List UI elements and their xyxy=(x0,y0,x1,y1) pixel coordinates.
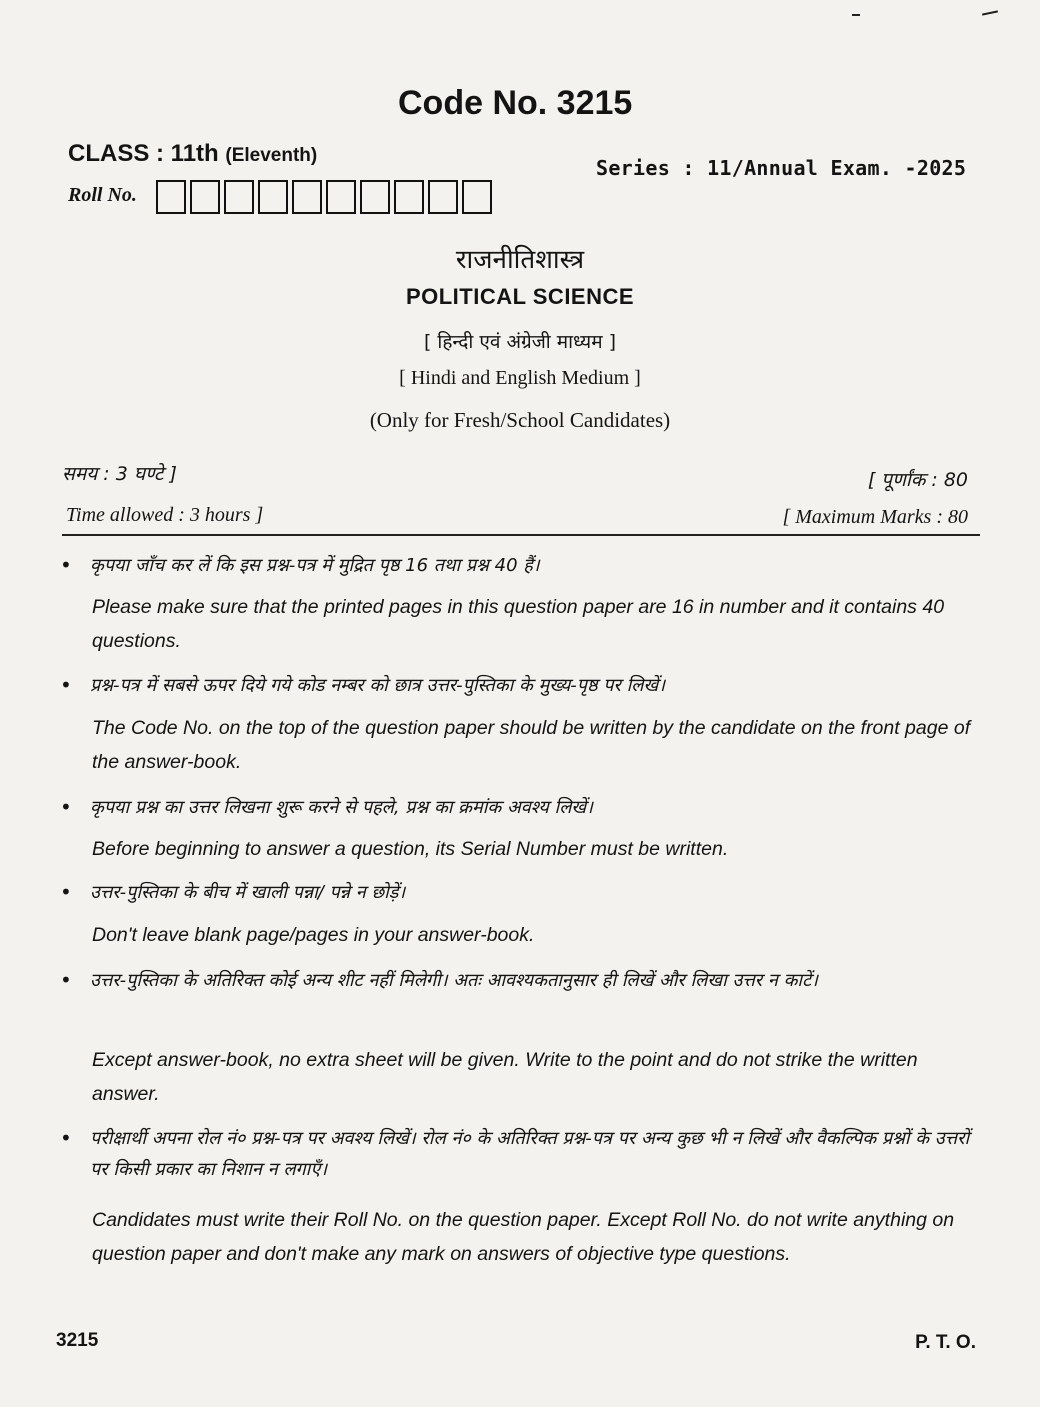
class-sub: (Eleventh) xyxy=(225,145,318,166)
instruction-hindi: कृपया प्रश्न का उत्तर लिखना शुरू करने से पहले, प्रश्न का क्रमांक अवश्य लिखें। xyxy=(90,797,593,818)
bullet: • xyxy=(60,968,72,992)
bullet: • xyxy=(60,880,72,904)
instruction-hindi: उत्तर-पुस्तिका के बीच में खाली पन्ना/ पन्ने न छोड़ें। xyxy=(90,882,406,903)
instruction-english: The Code No. on the top of the question paper should be written by the candidate on the front page of the answer-book. xyxy=(92,717,971,773)
medium-english: [ Hindi and English Medium ] xyxy=(399,367,641,389)
time-hindi: समय : 3 घण्टे ] xyxy=(62,463,177,485)
instruction-hindi: उत्तर-पुस्तिका के अतिरिक्त कोई अन्य शीट नहीं मिलेगी। अतः आवश्यकतानुसार ही लिखें और लिखा उत्तर न काटें। xyxy=(90,970,818,991)
roll-box[interactable] xyxy=(360,180,390,214)
roll-number-boxes[interactable] xyxy=(156,180,496,214)
instruction-english: Candidates must write their Roll No. on the question paper. Except Roll No. do not write anything on question paper and don't make any mark on answers of objective type questions. xyxy=(92,1209,955,1265)
roll-box[interactable] xyxy=(258,180,288,214)
print-mark-top-right xyxy=(982,10,998,15)
roll-box[interactable] xyxy=(292,180,322,214)
instruction-english: Except answer-book, no extra sheet will be given. Write to the point and do not strike the written answer. xyxy=(92,1049,918,1105)
bullet: • xyxy=(60,673,72,697)
footer-code: 3215 xyxy=(56,1330,99,1351)
subject-english: POLITICAL SCIENCE xyxy=(405,284,635,309)
bullet: • xyxy=(60,795,72,819)
instruction-english: Don't leave blank page/pages in your answer-book. xyxy=(92,924,535,946)
code-number: Code No. 3215 xyxy=(398,84,633,122)
instruction-hindi: कृपया जाँच कर लें कि इस प्रश्न-पत्र में मुद्रित पृष्ठ 16 तथा प्रश्न 40 हैं। xyxy=(90,555,540,576)
roll-box[interactable] xyxy=(462,180,492,214)
footer-pto: P. T. O. xyxy=(915,1332,976,1353)
roll-box[interactable] xyxy=(224,180,254,214)
bullet: • xyxy=(60,1126,72,1150)
instruction-hindi: परीक्षार्थी अपना रोल नं० प्रश्न-पत्र पर अवश्य लिखें। रोल नं० के अतिरिक्त प्रश्न-पत्र पर अन्य कुछ भी न लिखें और वैकल्पिक प्रश्नों के उत्तरों पर किसी प्रकार का निशान न लगाएँ। xyxy=(90,1128,970,1180)
roll-box[interactable] xyxy=(156,180,186,214)
medium-hindi: [ हिन्दी एवं अंग्रेजी माध्यम ] xyxy=(423,331,617,353)
instruction-english: Please make sure that the printed pages in this question paper are 16 in number and it contains 40 questions. xyxy=(92,596,945,652)
roll-box[interactable] xyxy=(326,180,356,214)
header-divider xyxy=(62,534,980,536)
series-label: Series : 11/Annual Exam. -2025 xyxy=(596,156,967,180)
time-english: Time allowed : 3 hours ] xyxy=(66,504,264,526)
instruction-english: Before beginning to answer a question, its Serial Number must be written. xyxy=(92,838,729,860)
roll-box[interactable] xyxy=(428,180,458,214)
marks-english: [ Maximum Marks : 80 xyxy=(782,506,968,528)
roll-number-label: Roll No. xyxy=(68,184,137,206)
class-value: CLASS : 11th xyxy=(68,140,219,167)
instruction-hindi: प्रश्न-पत्र में सबसे ऊपर दिये गये कोड नम्बर को छात्र उत्तर-पुस्तिका के मुख्य-पृष्ठ पर लिखें। xyxy=(90,675,666,696)
subject-hindi: राजनीतिशास्त्र xyxy=(455,245,585,275)
candidate-type: (Only for Fresh/School Candidates) xyxy=(369,408,671,432)
class-label xyxy=(68,140,317,168)
roll-box[interactable] xyxy=(394,180,424,214)
marks-hindi: [ पूर्णांक : 80 xyxy=(867,469,968,491)
print-mark-top-right-small xyxy=(852,14,860,16)
roll-box[interactable] xyxy=(190,180,220,214)
bullet: • xyxy=(60,553,72,577)
